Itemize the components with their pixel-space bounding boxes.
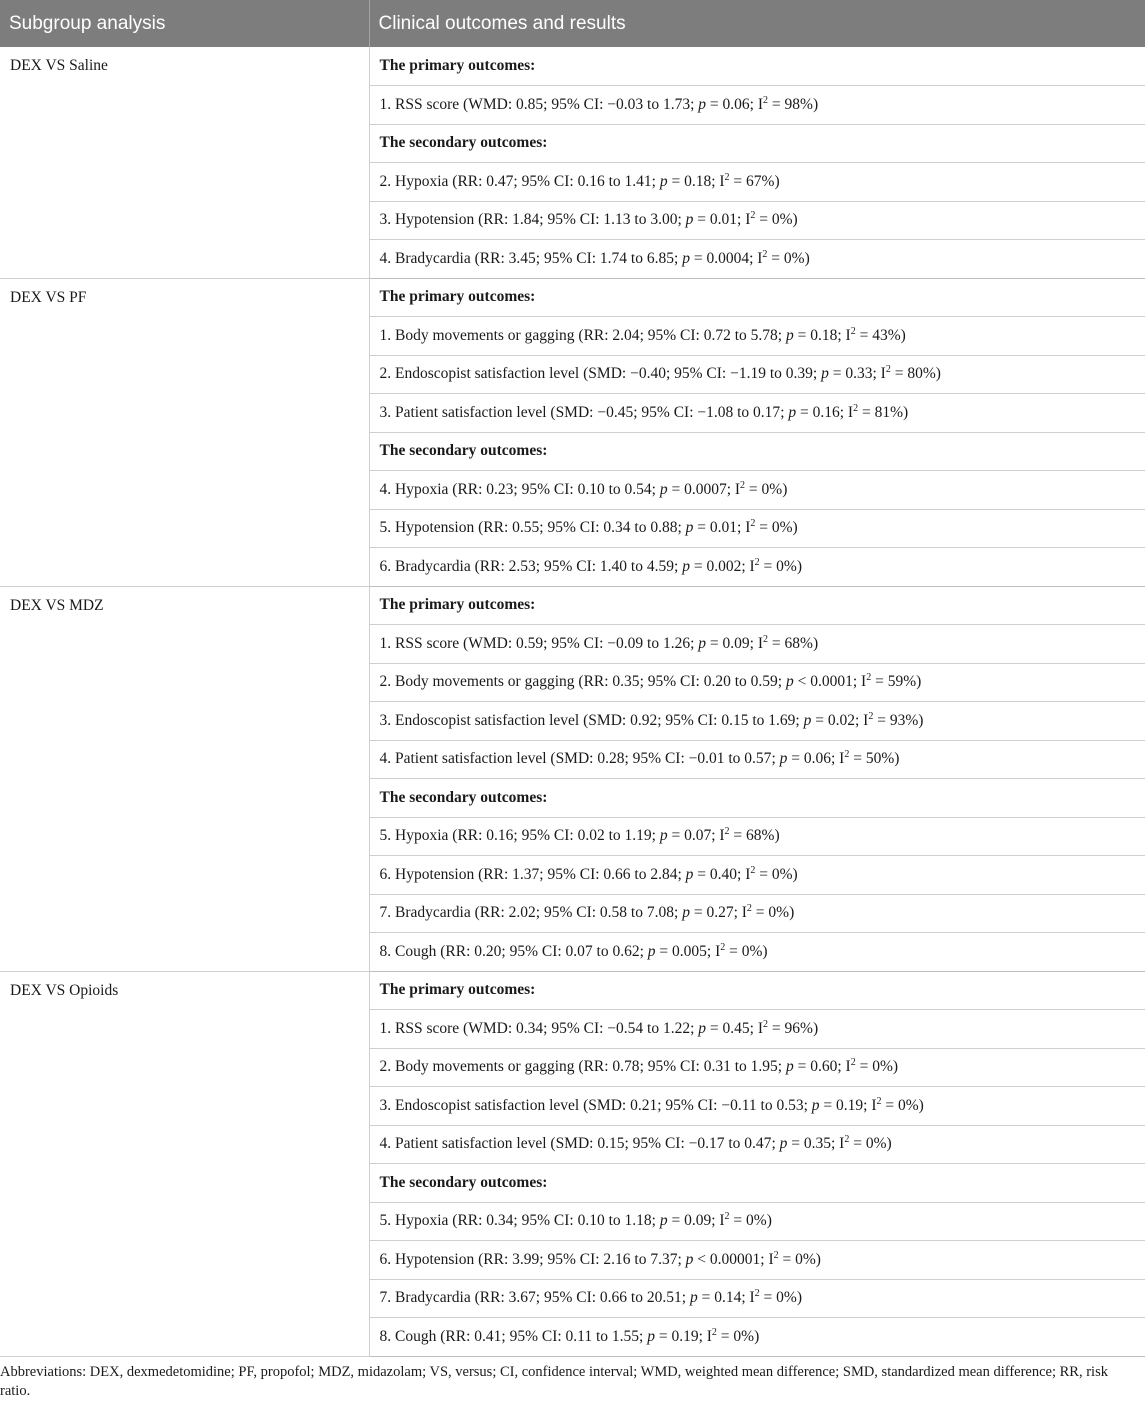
outcome-result: 3. Endoscopist satisfaction level (SMD: 0.92; 95% CI: 0.15 to 1.69; p = 0.02; $I^2 = 93\%$): [369, 702, 1145, 741]
p-symbol: p: [698, 95, 707, 113]
outcome-section-heading: The secondary outcomes:: [369, 779, 1145, 818]
confidence-interval: 95% CI: 0.20 to 0.59: [647, 673, 778, 691]
outcome-label: 1. RSS score: [379, 95, 460, 113]
p-symbol: p: [647, 942, 656, 960]
effect-estimate: SMD: 0.15: [555, 1135, 625, 1153]
outcome-label: 2. Hypoxia: [379, 172, 449, 190]
p-symbol: p: [659, 480, 668, 498]
outcome-label: 3. Hypotension: [379, 211, 475, 229]
outcome-result: 1. RSS score (WMD: 0.85; 95% CI: −0.03 to 1.73; p = 0.06; $I^2 = 98\%$): [369, 86, 1145, 125]
p-operator: =: [658, 1327, 668, 1345]
confidence-interval: 95% CI: −0.17 to 0.47: [632, 1135, 772, 1153]
outcome-result: 4. Patient satisfaction level (SMD: 0.15; 95% CI: −0.17 to 0.47; p = 0.35; $I^2 = 0\%$): [369, 1125, 1145, 1164]
squared-symbol: 2: [724, 1211, 730, 1223]
subgroup-name: DEX VS Saline: [0, 47, 369, 278]
squared-symbol: 2: [868, 710, 874, 722]
i-squared-value: 0%: [872, 1058, 893, 1076]
p-symbol: p: [698, 634, 707, 652]
squared-symbol: 2: [720, 941, 726, 953]
squared-symbol: 2: [844, 1134, 850, 1146]
p-value: 0.33: [845, 365, 873, 383]
p-value: 0.06: [722, 95, 750, 113]
outcome-result: 3. Endoscopist satisfaction level (SMD: 0.21; 95% CI: −0.11 to 0.53; p = 0.19; $I^2 = 0\%$): [369, 1087, 1145, 1126]
squared-symbol: 2: [853, 402, 859, 414]
i-squared-value: 0%: [865, 1135, 887, 1153]
p-operator: =: [697, 519, 707, 537]
squared-symbol: 2: [773, 1249, 779, 1261]
p-operator: =: [693, 557, 703, 575]
confidence-interval: 95% CI: 0.72 to 5.78: [647, 326, 778, 344]
squared-symbol: 2: [762, 248, 768, 260]
subgroup-name: DEX VS PF: [0, 278, 369, 586]
outcome-result: 1. RSS score (WMD: 0.59; 95% CI: −0.09 to 1.26; p = 0.09; $I^2 = 68\%$): [369, 625, 1145, 664]
outcome-result: 5. Hypoxia (RR: 0.34; 95% CI: 0.10 to 1.18; p = 0.09; $I^2 = 0\%$): [369, 1202, 1145, 1241]
p-operator: =: [800, 403, 809, 421]
confidence-interval: 95% CI: 0.16 to 1.41: [521, 172, 652, 190]
effect-estimate: RR: 0.41: [445, 1327, 502, 1345]
p-operator: =: [832, 365, 842, 383]
p-value: 0.60: [810, 1058, 838, 1076]
effect-estimate: WMD: 0.34: [468, 1019, 544, 1037]
p-symbol: p: [698, 1019, 707, 1037]
p-symbol: p: [682, 904, 690, 922]
confidence-interval: 95% CI: −0.09 to 1.26: [551, 634, 691, 652]
p-operator: =: [693, 904, 703, 922]
outcome-result: 4. Bradycardia (RR: 3.45; 95% CI: 1.74 to 6.85; p = 0.0004; $I^2 = 0\%$): [369, 240, 1145, 279]
squared-symbol: 2: [711, 1326, 717, 1338]
abbreviations-footnote: Abbreviations: DEX, dexmedetomidine; PF, propofol; MDZ, midazolam; VS, versus; CI, confidence interval; WMD, weighted mean difference; SMD, standardized mean difference; RR, risk ratio.: [0, 1363, 1108, 1399]
effect-estimate: RR: 2.02: [479, 904, 536, 922]
outcome-result: 7. Bradycardia (RR: 3.67; 95% CI: 0.66 to 20.51; p = 0.14; $I^2 = 0\%$): [369, 1279, 1145, 1318]
p-symbol: p: [785, 673, 794, 691]
confidence-interval: 95% CI: 0.02 to 1.19: [521, 827, 652, 845]
outcome-label: 6. Bradycardia: [379, 557, 471, 575]
squared-symbol: 2: [885, 364, 891, 376]
outcome-label: 2. Body movements or gagging: [379, 673, 575, 691]
i-squared-value: 0%: [783, 249, 805, 267]
p-operator: =: [671, 1212, 681, 1230]
outcome-section-heading: The secondary outcomes:: [369, 432, 1145, 471]
outcome-section-heading: The primary outcomes:: [369, 586, 1145, 625]
effect-estimate: RR: 1.37: [483, 865, 540, 883]
p-operator: <: [797, 673, 807, 691]
outcome-label: 2. Endoscopist satisfaction level: [379, 365, 580, 383]
outcome-label: 2. Body movements or gagging: [379, 1058, 575, 1076]
p-symbol: p: [803, 711, 812, 729]
squared-symbol: 2: [850, 325, 856, 337]
squared-symbol: 2: [750, 518, 756, 530]
p-symbol: p: [659, 1212, 668, 1230]
p-symbol: p: [682, 249, 690, 267]
squared-symbol: 2: [754, 556, 760, 568]
outcome-result: 6. Hypotension (RR: 3.99; 95% CI: 2.16 to 7.37; p < 0.00001; $I^2 = 0\%$): [369, 1241, 1145, 1280]
outcome-label: 5. Hypoxia: [379, 1212, 449, 1230]
confidence-interval: 95% CI: 0.10 to 0.54: [521, 480, 652, 498]
outcome-result: 4. Patient satisfaction level (SMD: 0.28; 95% CI: −0.01 to 0.57; p = 0.06; $I^2 = 50\%$): [369, 740, 1145, 779]
table-header: [0, 0, 1145, 47]
header-row: [0, 0, 1145, 47]
effect-estimate: SMD: 0.21: [588, 1096, 658, 1114]
p-value: 0.09: [722, 634, 750, 652]
confidence-interval: 95% CI: 0.15 to 1.69: [665, 711, 796, 729]
p-symbol: p: [788, 403, 797, 421]
effect-estimate: RR: 1.84: [483, 211, 540, 229]
p-value: 0.005: [672, 942, 707, 960]
squared-symbol: 2: [876, 1095, 882, 1107]
i-squared-value: 68%: [746, 827, 775, 845]
outcome-result: 8. Cough (RR: 0.20; 95% CI: 0.07 to 0.62; p = 0.005; $I^2 = 0\%$): [369, 933, 1145, 972]
p-symbol: p: [785, 326, 794, 344]
outcome-result: 1. Body movements or gagging (RR: 2.04; 95% CI: 0.72 to 5.78; p = 0.18; $I^2 = 43\%$): [369, 317, 1145, 356]
confidence-interval: 95% CI: −0.54 to 1.22: [551, 1019, 691, 1037]
outcome-result: 2. Endoscopist satisfaction level (SMD: −0.40; 95% CI: −1.19 to 0.39; p = 0.33; $I^2 = 80\%$): [369, 355, 1145, 394]
outcome-section-heading: The primary outcomes:: [369, 971, 1145, 1010]
effect-estimate: RR: 0.35: [583, 673, 640, 691]
outcome-label: 4. Patient satisfaction level: [379, 1135, 547, 1153]
confidence-interval: 95% CI: 0.11 to 1.55: [509, 1327, 640, 1345]
p-operator: =: [791, 1135, 800, 1153]
confidence-interval: 95% CI: 2.16 to 7.37: [547, 1250, 678, 1268]
outcome-result: 3. Patient satisfaction level (SMD: −0.45; 95% CI: −1.08 to 0.17; p = 0.16; $I^2 = 81\%$): [369, 394, 1145, 433]
p-value: 0.0001: [810, 673, 853, 691]
outcome-result: 3. Hypotension (RR: 1.84; 95% CI: 1.13 to 3.00; p = 0.01; $I^2 = 0\%$): [369, 201, 1145, 240]
p-symbol: p: [821, 365, 829, 383]
p-symbol: p: [685, 211, 694, 229]
i-squared-value: 59%: [887, 673, 917, 691]
confidence-interval: 95% CI: 1.40 to 4.59: [543, 557, 674, 575]
p-symbol: p: [685, 865, 694, 883]
effect-estimate: RR: 3.67: [479, 1289, 536, 1307]
i-squared-value: 0%: [795, 1250, 816, 1268]
p-value: 0.14: [714, 1289, 742, 1307]
p-operator: =: [671, 827, 681, 845]
p-value: 0.01: [709, 211, 738, 229]
p-operator: =: [709, 95, 719, 113]
outcome-result: 6. Hypotension (RR: 1.37; 95% CI: 0.66 to 2.84; p = 0.40; $I^2 = 0\%$): [369, 856, 1145, 895]
p-operator: =: [693, 249, 703, 267]
outcome-result: 5. Hypotension (RR: 0.55; 95% CI: 0.34 to 0.88; p = 0.01; $I^2 = 0\%$): [369, 509, 1145, 548]
i-squared-value: 43%: [872, 326, 901, 344]
p-symbol: p: [779, 1135, 788, 1153]
squared-symbol: 2: [850, 1057, 856, 1069]
p-operator: =: [659, 942, 669, 960]
p-value: 0.002: [706, 557, 742, 575]
p-value: 0.16: [812, 403, 840, 421]
outcome-section-heading: The secondary outcomes:: [369, 1164, 1145, 1203]
p-value: 0.18: [810, 326, 838, 344]
p-value: 0.0004: [706, 249, 750, 267]
confidence-interval: 95% CI: 1.74 to 6.85: [543, 249, 674, 267]
i-squared-value: 0%: [771, 519, 793, 537]
table-body: [0, 47, 1145, 1356]
outcome-result: 6. Bradycardia (RR: 2.53; 95% CI: 1.40 to 4.59; p = 0.002; $I^2 = 0\%$): [369, 548, 1145, 587]
p-symbol: p: [685, 1250, 694, 1268]
outcome-result: 8. Cough (RR: 0.41; 95% CI: 0.11 to 1.55; p = 0.19; $I^2 = 0\%$): [369, 1318, 1145, 1357]
squared-symbol: 2: [763, 633, 769, 645]
confidence-interval: 95% CI: −1.08 to 0.17: [641, 403, 781, 421]
i-squared-value: 50%: [865, 750, 895, 768]
effect-estimate: RR: 0.34: [457, 1212, 514, 1230]
effect-estimate: SMD: 0.28: [555, 750, 625, 768]
effect-estimate: RR: 3.99: [483, 1250, 540, 1268]
p-operator: =: [815, 711, 824, 729]
p-value: 0.40: [709, 865, 738, 883]
outcome-label: 7. Bradycardia: [379, 1289, 471, 1307]
confidence-interval: 95% CI: −0.11 to 0.53: [665, 1096, 804, 1114]
effect-estimate: RR: 0.78: [583, 1058, 640, 1076]
effect-estimate: SMD: −0.40: [588, 365, 666, 383]
p-symbol: p: [689, 1289, 698, 1307]
subgroup-name: DEX VS MDZ: [0, 586, 369, 971]
effect-estimate: RR: 0.20: [445, 942, 502, 960]
i-squared-value: 0%: [771, 211, 793, 229]
outcome-section-heading: The primary outcomes:: [369, 47, 1145, 86]
p-symbol: p: [682, 557, 690, 575]
table-row: [0, 47, 1145, 86]
confidence-interval: 95% CI: 0.66 to 20.51: [543, 1289, 682, 1307]
squared-symbol: 2: [750, 210, 756, 222]
squared-symbol: 2: [866, 672, 872, 684]
p-value: 0.45: [722, 1019, 750, 1037]
outcome-label: 7. Bradycardia: [379, 904, 471, 922]
confidence-interval: 95% CI: 0.34 to 0.88: [547, 519, 678, 537]
i-squared-value: 96%: [784, 1019, 813, 1037]
outcome-label: 6. Hypotension: [379, 865, 475, 883]
confidence-interval: 95% CI: 0.07 to 0.62: [509, 942, 640, 960]
squared-symbol: 2: [750, 864, 756, 876]
p-operator: =: [701, 1289, 711, 1307]
p-value: 0.27: [706, 904, 734, 922]
p-operator: =: [823, 1096, 833, 1114]
p-value: 0.00001: [709, 1250, 761, 1268]
effect-estimate: WMD: 0.59: [468, 634, 544, 652]
outcome-result: 2. Body movements or gagging (RR: 0.35; 95% CI: 0.20 to 0.59; p < 0.0001; $I^2 = 59\%$): [369, 663, 1145, 702]
p-operator: =: [671, 172, 681, 190]
p-value: 0.01: [709, 519, 738, 537]
confidence-interval: 95% CI: 1.13 to 3.00: [547, 211, 678, 229]
outcome-label: 1. RSS score: [379, 634, 460, 652]
p-value: 0.02: [827, 711, 855, 729]
squared-symbol: 2: [763, 1018, 769, 1030]
squared-symbol: 2: [746, 903, 752, 915]
i-squared-value: 67%: [746, 172, 775, 190]
confidence-interval: 95% CI: −1.19 to 0.39: [674, 365, 813, 383]
i-squared-value: 0%: [746, 1212, 767, 1230]
i-squared-value: 98%: [784, 95, 813, 113]
outcome-result: 2. Hypoxia (RR: 0.47; 95% CI: 0.16 to 1.41; p = 0.18; $I^2 = 67\%$): [369, 163, 1145, 202]
effect-estimate: RR: 0.55: [483, 519, 540, 537]
outcome-label: 3. Endoscopist satisfaction level: [379, 711, 580, 729]
i-squared-value: 0%: [898, 1096, 919, 1114]
confidence-interval: 95% CI: 0.58 to 7.08: [543, 904, 674, 922]
outcome-label: 4. Patient satisfaction level: [379, 750, 547, 768]
i-squared-value: 0%: [776, 557, 797, 575]
outcome-label: 1. Body movements or gagging: [379, 326, 575, 344]
i-squared-value: 0%: [776, 1289, 797, 1307]
p-value: 0.19: [671, 1327, 699, 1345]
p-operator: =: [797, 326, 807, 344]
effect-estimate: RR: 2.04: [583, 326, 640, 344]
outcome-section-heading: The secondary outcomes:: [369, 124, 1145, 163]
p-operator: =: [709, 634, 719, 652]
squared-symbol: 2: [844, 749, 850, 761]
outcome-result: 4. Hypoxia (RR: 0.23; 95% CI: 0.10 to 0.54; p = 0.0007; $I^2 = 0\%$): [369, 471, 1145, 510]
p-operator: =: [797, 1058, 807, 1076]
i-squared-value: 0%: [768, 904, 790, 922]
p-symbol: p: [647, 1327, 655, 1345]
i-squared-value: 0%: [741, 942, 763, 960]
p-value: 0.07: [684, 827, 712, 845]
squared-symbol: 2: [724, 826, 730, 838]
p-operator: =: [671, 480, 681, 498]
subgroup-name: DEX VS Opioids: [0, 971, 369, 1356]
confidence-interval: 95% CI: 0.10 to 1.18: [521, 1212, 652, 1230]
outcome-label: 5. Hypotension: [379, 519, 475, 537]
table-row: [0, 586, 1145, 625]
outcome-result: 5. Hypoxia (RR: 0.16; 95% CI: 0.02 to 1.19; p = 0.07; $I^2 = 68\%$): [369, 817, 1145, 856]
p-operator: =: [709, 1019, 719, 1037]
effect-estimate: RR: 2.53: [479, 557, 536, 575]
p-value: 0.09: [684, 1212, 712, 1230]
outcome-label: 1. RSS score: [379, 1019, 460, 1037]
outcome-label: 3. Endoscopist satisfaction level: [379, 1096, 580, 1114]
table-row: [0, 971, 1145, 1010]
i-squared-value: 93%: [889, 711, 919, 729]
p-value: 0.35: [803, 1135, 831, 1153]
outcome-label: 8. Cough: [379, 942, 437, 960]
i-squared-value: 80%: [907, 365, 936, 383]
effect-estimate: RR: 3.45: [479, 249, 536, 267]
squared-symbol: 2: [740, 479, 746, 491]
p-symbol: p: [659, 827, 668, 845]
p-value: 0.06: [803, 750, 831, 768]
outcome-label: 3. Patient satisfaction level: [379, 403, 547, 421]
p-symbol: p: [811, 1096, 820, 1114]
p-value: 0.19: [836, 1096, 864, 1114]
squared-symbol: 2: [724, 171, 730, 183]
p-symbol: p: [785, 1058, 794, 1076]
effect-estimate: RR: 0.47: [457, 172, 514, 190]
p-value: 0.18: [684, 172, 712, 190]
p-operator: =: [791, 750, 800, 768]
p-symbol: p: [779, 750, 788, 768]
header-subgroup-analysis: Subgroup analysis: [0, 0, 369, 47]
p-symbol: p: [685, 519, 694, 537]
outcome-label: 8. Cough: [379, 1327, 437, 1345]
i-squared-value: 81%: [874, 403, 904, 421]
outcome-result: 1. RSS score (WMD: 0.34; 95% CI: −0.54 to 1.22; p = 0.45; $I^2 = 96\%$): [369, 1010, 1145, 1049]
squared-symbol: 2: [754, 1288, 760, 1300]
confidence-interval: 95% CI: −0.01 to 0.57: [632, 750, 772, 768]
effect-estimate: RR: 0.16: [457, 827, 514, 845]
effect-estimate: RR: 0.23: [457, 480, 514, 498]
i-squared-value: 0%: [733, 1327, 755, 1345]
p-symbol: p: [659, 172, 668, 190]
outcome-label: 4. Hypoxia: [379, 480, 449, 498]
outcome-result: 7. Bradycardia (RR: 2.02; 95% CI: 0.58 to 7.08; p = 0.27; $I^2 = 0\%$): [369, 894, 1145, 933]
outcome-label: 4. Bradycardia: [379, 249, 471, 267]
p-operator: =: [697, 865, 707, 883]
confidence-interval: 95% CI: −0.03 to 1.73: [551, 95, 691, 113]
outcome-section-heading: The primary outcomes:: [369, 278, 1145, 317]
i-squared-value: 0%: [771, 865, 793, 883]
effect-estimate: WMD: 0.85: [468, 95, 544, 113]
p-operator: <: [697, 1250, 707, 1268]
p-value: 0.0007: [684, 480, 727, 498]
p-operator: =: [697, 211, 707, 229]
outcome-result: 2. Body movements or gagging (RR: 0.78; 95% CI: 0.31 to 1.95; p = 0.60; $I^2 = 0\%$): [369, 1048, 1145, 1087]
table-row: [0, 278, 1145, 317]
i-squared-value: 68%: [784, 634, 813, 652]
outcome-label: 6. Hypotension: [379, 1250, 475, 1268]
outcome-label: 5. Hypoxia: [379, 827, 449, 845]
i-squared-value: 0%: [761, 480, 783, 498]
header-clinical-outcomes: Clinical outcomes and results: [369, 0, 1145, 47]
effect-estimate: SMD: 0.92: [588, 711, 658, 729]
effect-estimate: SMD: −0.45: [555, 403, 634, 421]
confidence-interval: 95% CI: 0.31 to 1.95: [647, 1058, 778, 1076]
confidence-interval: 95% CI: 0.66 to 2.84: [547, 865, 678, 883]
squared-symbol: 2: [763, 94, 769, 106]
